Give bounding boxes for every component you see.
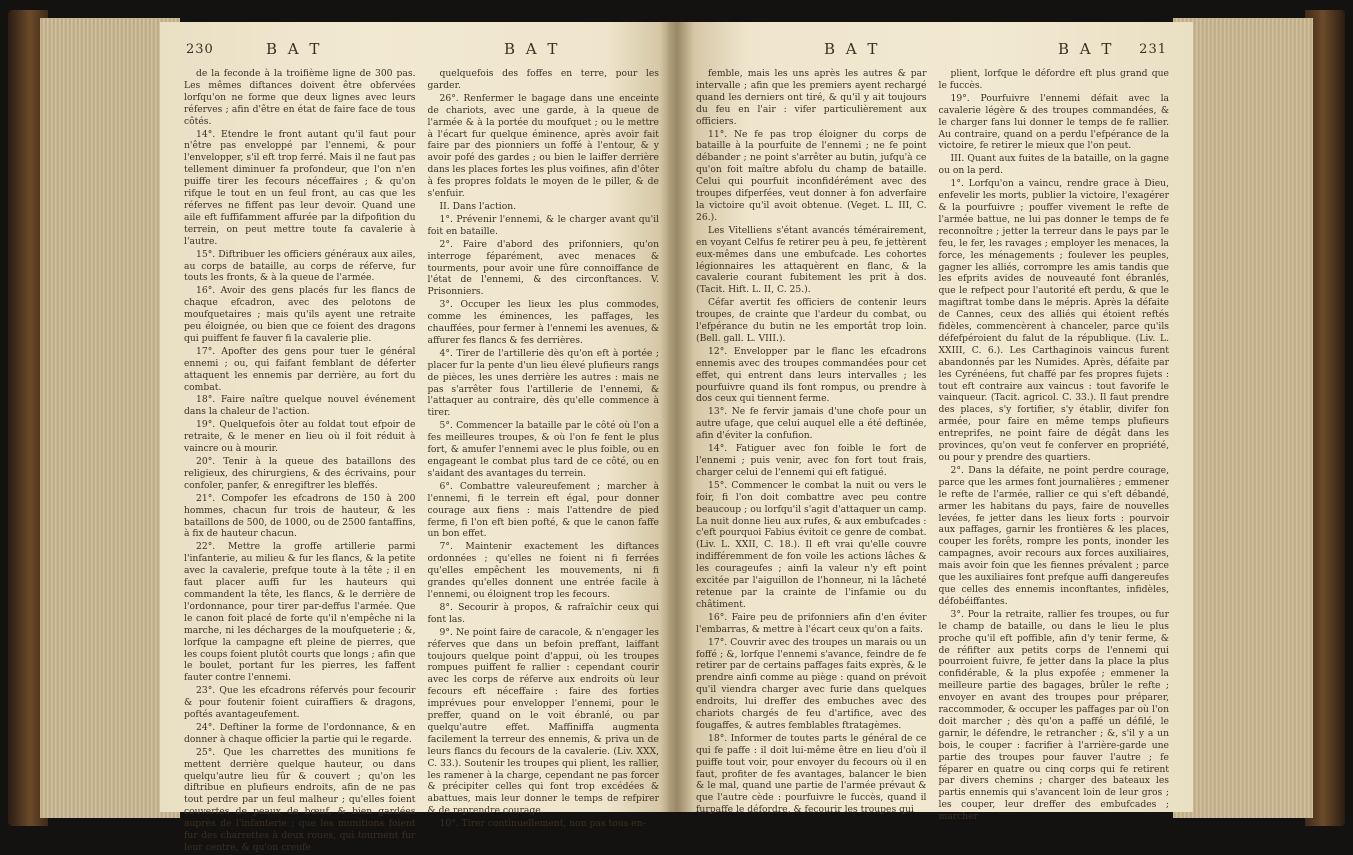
paragraph: 2°. Dans la défaite, ne point perdre courage, parce que les armes font journalières ; emmener le refte de l'armée, rallier ce qui s'eft débandé, armer les habitans du pays, faire de nouvelles levées, fe jetter dans les lieux forts : pourvoir aux paffages, garnir les frontières & les places, couper les forêts, rompre les ponts, inonder les campagnes, avoir recours aux forces auxiliaires, mais avoir foin que les fiennes prévalent ; parce que les auxiliaires font prefque auffi dangereufes que celles des ennemis inconftantes, infidèles, défobéiffantes. xyxy=(938,464,1169,607)
headword: B A T xyxy=(266,40,323,58)
headword: B A T xyxy=(504,40,561,58)
headword: B A T xyxy=(824,40,881,58)
paragraph: 3°. Occuper les lieux les plus commodes, comme les éminences, les paffages, les chauffées, pour fermer à l'ennemi les avenues, & affurer fes flancs & fes derrières. xyxy=(427,299,659,346)
paragraph: 6°. Combattre valeureufement ; marcher à l'ennemi, fi le terrein eft égal, pour donner courage aux fiens : mais l'attendre de pied ferme, fi l'on eft bien pofté, & que le canon faffe un bon effet. xyxy=(427,480,659,540)
text-column xyxy=(428,68,660,855)
paragraph: 19°. Quelquefois ôter au foldat tout efpoir de retraite, & le mener en lieu où il foit réduit à vaincre ou à mourir. xyxy=(184,419,416,455)
paragraph: 3°. Pour la retraite, rallier fes troupes, ou fur le champ de bataille, ou dans le lieu le plus proche qu'il eft poffible, afin d'y tenir ferme, & de réfifter aux petits corps de l'ennemi qui pourroient fuivre, fe jetter dans la place la plus confidérable, & la plus expofée ; emmener la meilleure partie des bagages, brûler le refte ; envoyer en avant des troupes pour préparer, raccommoder, & occuper les paffages par où l'on doit marcher ; dès qu'on a paffé un défilé, le garnir, le défendre, le retrancher ; &, s'il y a un bois, le couper : facrifier à l'arrière-garde une partie des troupes pour fauver l'autre ; fe féparer en quatre ou cinq corps qui fe retirent par divers chemins ; charger des bateaux les partis ennemis qui s'avancent loin de leur gros ; les couper, leur dreffer des embufcades ; marcher xyxy=(938,608,1169,823)
paragraph: 16°. Faire peu de prifonniers afin d'en éviter l'embarras, & mettre à l'écart ceux qu'on a faits. xyxy=(696,611,927,635)
paragraph: 1°. Prévenir l'ennemi, & le charger avant qu'il foit en bataille. xyxy=(427,213,659,237)
paragraph: 17°. Couvrir avec des troupes un marais ou un foffé ; &, lorfque l'ennemi s'avance, feindre de fe retirer par de certains paffages faits exprès, & le prendre ainfi comme au piège : quand on prévoit qu'il viendra charger avec furie dans quelques endroits, lui dreffer des embuches avec des chariots chargés de feu d'artifice, avec des fougaffes, & autres femblables ftratagèmes. xyxy=(696,636,927,731)
paragraph: 18°. Faire naître quelque nouvel événement dans la chaleur de l'action. xyxy=(184,394,416,418)
paragraph: 12°. Envelopper par le flanc les efcadrons ennemis avec des troupes commandées pour cet effet, qui entrent dans leurs intervalles ; les pourfuivre quand ils font rompus, ou prendre à dos ceux qui tiennent ferme. xyxy=(696,345,927,405)
running-head xyxy=(184,40,659,66)
paragraph: de la feconde à la troifième ligne de 300 pas. Les mêmes diftances doivent être obfervées lorfqu'on ne forme que deux lignes avec leurs réferves ; afin d'être en état de faire face de tous côtés. xyxy=(184,68,416,127)
left-page-edges xyxy=(40,18,180,818)
paragraph: 16°. Avoir des gens placés fur les flancs de chaque efcadron, avec des pelotons de moufquetaires ; mais qu'ils ayent une retraite peu éloignée, ou bien que ce foient des dragons qui puiffent fe fauver fi la cavalerie plie. xyxy=(184,285,416,344)
paragraph: II. Dans l'action. xyxy=(439,200,517,212)
paragraph: 19°. Pourfuivre l'ennemi défait avec la cavalerie légère & des troupes commandées, & le charger fans lui donner le temps de fe rallier. Au contraire, quand on a perdu l'efpérance de la victoire, fe retirer le mieux que l'on peut. xyxy=(938,92,1169,152)
page-number: 230 xyxy=(186,42,214,57)
paragraph: 18°. Informer de toutes parts le général de ce qui fe paffe : il doit lui-même être en lieu d'où il puiffe tout voir, pour envoyer du fecours où il en faut, profiter de fes avantages, balancer le bien & le mal, quand une partie de l'armée prévaut & que l'autre cède : pourfuivre le fuccès, quand il furpaffe le défordre, & fecourir les troupes qui xyxy=(696,732,927,816)
paragraph: 15°. Diftribuer les officiers généraux aux ailes, au corps de bataille, au corps de réferve, fur touts les fronts, & à la queue de l'armée. xyxy=(184,248,416,284)
paragraph: 22°. Mettre la groffe artillerie parmi l'infanterie, au milieu & fur les flancs, & la petite avec la cavalerie, prefque toute à la tête ; il en faut placer auffi fur les hauteurs qui commandent la tête, les flancs, & le derrière de l'ordonnance, pour tirer par-deffus l'armée. Que le canon foit placé de forte qu'il n'empêche ni la marche, ni les décharges de la moufqueterie ; &, lorfque la campagne eft pleine de pierres, que les coups foient plutôt courts que longs ; afin que le boulet, portant fur les pierres, les faffent fauter contre l'ennemi. xyxy=(184,541,416,684)
paragraph: 14°. Etendre le front autant qu'il faut pour n'être pas enveloppé par l'ennemi, & pour l'envelopper, s'il eft trop ferré. Mais il ne faut pas tellement diminuer fa profondeur, que l'on n'en puiffe tirer les fecours néceffaires ; & qu'on rifque le tout en un feul front, au cas que les réferves ne fiffent pas leur devoir. Quand une aile eft fuffifamment affurée par la difpofition du terrein, on peut mettre toute fa cavalerie à l'autre. xyxy=(184,128,416,247)
right-page xyxy=(668,22,1193,823)
paragraph: 13°. Ne fe fervir jamais d'une chofe pour un autre ufage, que celui auquel elle a été deftinée, afin d'éviter la confufion. xyxy=(696,406,927,442)
paragraph: 4°. Tirer de l'artillerie dès qu'on eft à portée ; placer fur la pente d'un lieu élevé plufieurs rangs de pièces, les unes derrière les autres : mais ne pas s'arrêter fous l'artillerie de l'ennemi, & l'attaquer au contraire, dès qu'elle commence à tirer. xyxy=(427,347,659,419)
paragraph: quelquefois des foffes en terre, pour les garder. xyxy=(427,68,659,91)
text-column xyxy=(939,68,1170,824)
paragraph: femble, mais les uns après les autres & par intervalle ; afin que les premiers ayent rechargé quand les derniers ont tiré, & qu'il y ait toujours du feu en l'air : vifer particulièrement aux officiers. xyxy=(696,68,927,127)
paragraph: 5°. Commencer la bataille par le côté où l'on a fes meilleures troupes, & où l'on fe fent le plus fort, & amufer l'ennemi avec le plus foible, ou en engageant le combat plus tard de ce côté, ou en s'aidant des avantages du terrein. xyxy=(427,420,659,479)
paragraph: 20°. Tenir à la queue des bataillons des religieux, des chirurgiens, & des écrivains, pour confoler, panfer, & enregiftrer les bleffés. xyxy=(184,456,416,491)
right-page-edges xyxy=(1173,18,1313,818)
paragraph: 1°. Lorfqu'on a vaincu, rendre grace à Dieu, enfevelir les morts, publier la victoire, l'exagérer & la pourfuivre ; pouffer vivement le refte de l'armée battue, ne lui pas donner le temps de fe reconnoître ; jetter la terreur dans le pays par le feu, le fer, les ravages ; employer les menaces, la force, les ménagements ; foulever les peuples, gagner les alliés, corrompre les amis tandis que les efprits avides de nouveauté font ébranlés, que le refpect pour l'autorité eft perdu, & que le magiftrat tombe dans le mépris. Après la défaite de Cannes, ceux des alliés qui étoient reftés fidèles, commencèrent à chanceler, parce qu'ils défefpéroient du falut de la république. (Liv. L. XXIII, C. 6.). Les Carthaginois vaincus furent abandonnés par les Numides. Après, défaite par les Cyrénéens, fut chaffé par fes propres fujets : tout eft contraire aux vaincus : tout favorife le vainqueur. (Tacit. agricol. C. 33.). Il faut prendre des places, s'y fortifier, s'y établir, divifer fon armée, pour faire en même temps plufieurs entreprifes, ne point faire de dégât dans les provinces, qu'on veut fe conferver en propriété, ou pour y prendre des quartiers. xyxy=(938,178,1169,463)
page-number: 231 xyxy=(1139,42,1167,57)
book-gutter xyxy=(660,22,694,812)
paragraph: Les Vitelliens s'étant avancés témérairement, en voyant Celfus fe retirer peu à peu, fe jettèrent eux-mêmes dans une embufcade. Les cohortes légionnaires les attaquèrent en flanc, & la cavalerie courant fubitement les prit à dos. (Tacit. Hift. L. II, C. 25.). xyxy=(696,224,927,296)
paragraph: III. Quant aux fuites de la bataille, on la gagne ou on la perd. xyxy=(938,153,1169,177)
paragraph: 14°. Fatiguer avec fon foible le fort de l'ennemi ; puis venir, avec fon fort tout frais, charger celui de l'ennemi qui eft fatigué. xyxy=(696,443,927,478)
paragraph: 24°. Deftiner la forme de l'ordonnance, & en donner à chaque officier la partie qui le regarde. xyxy=(184,721,416,745)
paragraph: 7°. Maintenir exactement les diftances ordonnées ; qu'elles ne foient ni fi ferrées qu'elles empêchent les mouvements, ni fi grandes qu'elles donnent une entrée facile à l'ennemi, ou éloignent trop les fecours. xyxy=(427,541,659,600)
headword: B A T xyxy=(1058,40,1115,58)
paragraph: plient, lorfque le défordre eft plus grand que le fuccès. xyxy=(938,68,1169,91)
paragraph: 2°. Faire d'abord des prifonniers, qu'on interroge féparément, avec menaces & tourments, pour avoir une fûre connoiffance de l'état de l'ennemi, & des circonftances. V. Prisonniers. xyxy=(427,238,659,298)
paragraph: 10°. Tirer continuellement, non pas tous en- xyxy=(439,818,646,830)
text-column xyxy=(184,68,416,855)
paragraph: 25°. Que les charrettes des munitions fe mettent derrière quelque hauteur, ou dans quelqu'autre lieu fûr & couvert ; qu'on les diftribue en plufieurs endroits, afin de ne pas tout perdre par un feul malheur ; qu'elles foient couvertes de peaux de bœuf, & bien gardées auprès de l'infanterie ; que les munitions foient fur des charrettes à deux roues, qui tournent fur leur centre, & qu'on creufe xyxy=(184,746,416,853)
paragraph: 17°. Apofter des gens pour tuer le général ennemi ; ou, qui faifant femblant de déferter attaquent les ennemis par derrière, au fort du combat. xyxy=(184,345,416,393)
paragraph: 26°. Renfermer le bagage dans une enceinte de chariots, avec une garde, à la queue de l'armée & à la portée du moufquet ; ou le mettre à l'écart fur quelque éminence, après avoir fait faire par des pionniers un foffé à l'entour, & y avoir pofé des gardes ; ou bien le laiffer derrière dans les places fortes les plus voifines, afin d'ôter à fes propres foldats le moyen de le piller, & de s'enfuir. xyxy=(427,92,660,200)
paragraph: 15°. Commencer le combat la nuit ou vers le foir, fi l'on doit combattre avec peu contre beaucoup ; ou lorfqu'il s'agit d'attaquer un camp. La nuit donne lieu aux rufes, & aux embufcades : c'eft pourquoi Fabius évitoit ce genre de combat. (Liv. L. XXII, C. 18.). Il eft vrai qu'elle couvre indifféremment de fon voile les actions lâches & les courageufes ; ainfi la valeur n'y eft point excitée par l'aiguillon de l'honneur, ni la lâcheté retenue par la crainte de l'infamie ou du châtiment. xyxy=(696,479,927,610)
paragraph: 8°. Secourir à propos, & rafraîchir ceux qui font las. xyxy=(427,601,659,625)
left-page xyxy=(160,22,685,853)
paragraph: Céfar avertit fes officiers de contenir leurs troupes, de crainte que l'ardeur du combat, ou l'efpérance du butin ne les emportât trop loin. (Bell. gall. L. VIII.). xyxy=(696,297,927,344)
text-column xyxy=(696,68,927,824)
paragraph: 23°. Que les efcadrons réfervés pour fecourir & pour foutenir foient cuiraffiers & dragons, poftés avantageufement. xyxy=(184,685,416,721)
paragraph: 11°. Ne fe pas trop éloigner du corps de bataille à la pourfuite de l'ennemi ; ne fe point débander ; ne point s'arrêter au butin, jufqu'à ce qu'on foit maître abfolu du champ de bataille. Celui qui pourfuit inconfidérément avec des troupes difperfées, veut donner à fon adverfaire la victoire qu'il avoit obtenue. (Veget. L. III, C. 26.). xyxy=(696,128,927,223)
paragraph: 21°. Compofer les efcadrons de 150 à 200 hommes, chacun fur trois de hauteur, & les bataillons de 500, de 1000, ou de 2500 fantaffins, à fix de hauteur chacun. xyxy=(184,492,416,540)
running-head xyxy=(696,40,1169,66)
paragraph: 9°. Ne point faire de caracole, & n'engager les réferves que dans un befoin preffant, laiffant toujours quelque point d'appui, où les troupes rompues puiffent fe rallier : cependant courir avec les corps de réferve aux endroits où leur fecours eft néceffaire : faire des forties imprévues pour envelopper l'ennemi, pour le preffer, quand on le voit ébranlé, ou par quelqu'autre effet. Maffiniffa augmenta facilement la terreur des ennemis, & priva un de leurs flancs du fecours de la cavalerie. (Liv. XXX, C. 33.). Soutenir les troupes qui plient, les rallier, les ramener à la charge, cependant ne pas forcer & précipiter celles qui font trop excédées & abattues, mais leur donner le temps de refpirer & de reprendre courage. xyxy=(427,626,659,817)
